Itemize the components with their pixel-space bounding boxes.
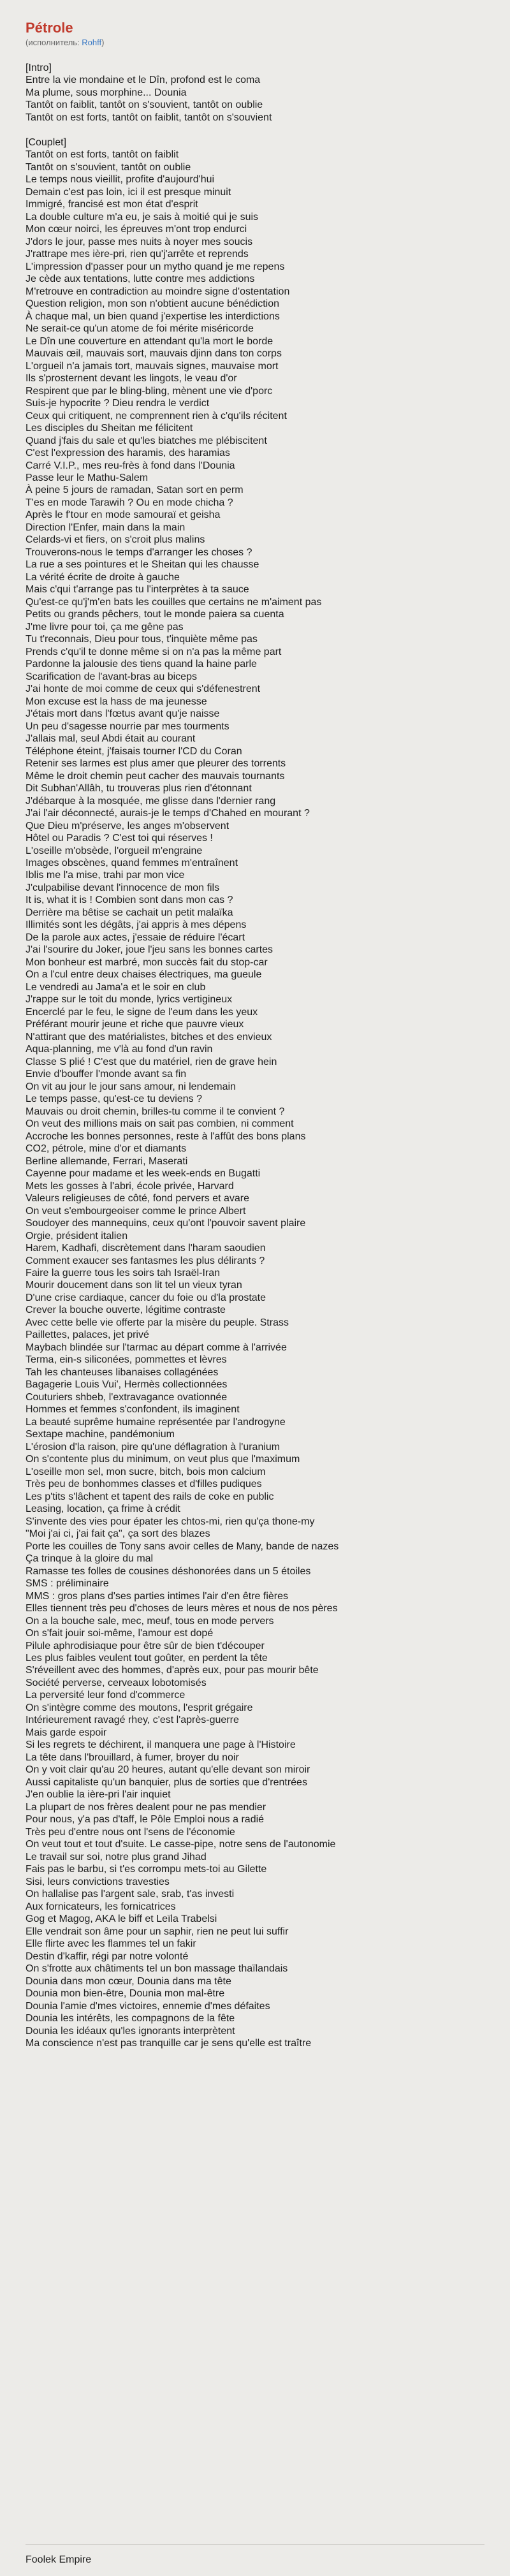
performer-link[interactable]: Rohff (82, 38, 102, 47)
performer-prefix: (исполнитель: (26, 38, 82, 47)
song-title: Pétrole (26, 20, 73, 36)
song-header (26, 19, 104, 48)
performer-suffix: ) (101, 38, 105, 47)
performer-line (26, 37, 104, 48)
lyrics-text: [Intro] Entre la vie mondaine et le Dîn, profond est le coma Ma plume, sous morphine... Dounia Tantôt on faiblit, tantôt on s'souvient, tantôt on oublie Tantôt on est forts, tantôt on faiblit, tantôt on s'souvient [Couplet] Tantôt on est forts, tantôt on faiblit Tantôt on s'souvient, tantôt on oublie Le temps nous vieillit, profite d'aujourd'hui Demain c'est pas loin, ici il est presque minuit Immigré, francisé est mon état d'esprit La double culture m'a eu, je sais à moitié qui je suis Mon cœur noirci, les épreuves m'ont trop endurci J'dors le jour, passe mes nuits à noyer mes soucis J'rattrape mes ière-pri, rien qu'j'arrête et reprends L'impression d'passer pour un mytho quand je me repens Je cède aux tentations, lutte contre mes addictions M'retrouve en contradiction au moindre signe d'ostentation Question religion, mon son n'obtient aucune bénédiction À chaque mal, un bien quand j'expertise les interdictions Ne serait-ce qu'un atome de foi mérite miséricorde Le Dîn une couverture en attendant qu'la mort le borde Mauvais œil, mauvais sort, mauvais djinn dans ton corps L'orgueil n'a jamais tort, mauvais signes, mauvaise mort Ils s'prosternent devant les lingots, le veau d'or Respirent que par le bling-bling, mènent une vie d'porc Suis-je hypocrite ? Dieu rendra le verdict Ceux qui critiquent, ne comprennent rien à c'qu'ils récitent Les disciples du Sheitan me félicitent Quand j'fais du sale et qu'les biatches me plébiscitent C'est l'expression des haramis, des haramias Carré V.I.P., mes reu-frès à fond dans l'Dounia Passe leur le Mathu-Salem À peine 5 jours de ramadan, Satan sort en perm T'es en mode Tarawih ? Ou en mode chicha ? Après le f'tour en mode samouraï et geisha Direction l'Enfer, main dans la main Celards-vi et fiers, on s'croit plus malins Trouverons-nous le temps d'arranger les choses ? La rue a ses pointures et le Sheitan qui les chausse La vérité écrite de droite à gauche Mais c'qui t'arrange pas tu l'interprètes à ta sauce Qu'est-ce qu'j'm'en bats les couilles que certains ne m'aiment pas Petits ou grands pêchers, tout le monde paiera sa cuenta J'me livre pour toi, ça me gêne pas Tu t'reconnais, Dieu pour tous, t'inquiète même pas Prends c'qu'il te donne même si on n'a pas la même part Pardonne la jalousie des tiens quand la haine parle Scarification de l'avant-bras au biceps J'ai honte de moi comme de ceux qui s'défenestrent Mon excuse est la hass de ma jeunesse J'étais mort dans l'fœtus avant qu'je naisse Un peu d'sagesse nourrie par mes tourments J'allais mal, seul Abdi était au courant Téléphone éteint, j'faisais tourner l'CD du Coran Retenir ses larmes est plus amer que pleurer des torrents Même le droit chemin peut cacher des mauvais tournants Dit Subhan'Allâh, tu trouveras plus rien d'étonnant J'débarque à la mosquée, me glisse dans l'dernier rang J'ai l'air déconnecté, aurais-je le temps d'Chahed en mourant ? Que Dieu m'préserve, les anges m'observent Hôtel ou Paradis ? C'est toi qui réserves ! L'oseille m'obsède, l'orgueil m'engraine Images obscènes, quand femmes m'entraînent Iblis me l'a mise, trahi par mon vice J'culpabilise devant l'innocence de mon fils It is, what it is ! Combien sont dans mon cas ? Derrière ma bêtise se cachait un petit malaïka Illimités sont les dégâts, j'ai appris à mes dépens De la parole aux actes, j'essaie de réduire l'écart J'ai l'sourire du Joker, joue l'jeu sans les bonnes cartes Mon bonheur est marbré, mon succès fait du stop-car On a l'cul entre deux chaises électriques, ma gueule Le vendredi au Jama'a et le soir en club J'rappe sur le toit du monde, lyrics vertigineux Encerclé par le feu, le signe de l'eum dans les yeux Préférant mourir jeune et riche que pauvre vieux N'attirant que des matérialistes, bitches et des envieux Aqua-planning, me v'là au fond d'un ravin Classe S plié ! C'est que du matériel, rien de grave hein Envie d'bouffer l'monde avant sa fin On vit au jour le jour sans amour, ni lendemain Le temps passe, qu'est-ce tu deviens ? Mauvais ou droit chemin, brilles-tu comme il te convient ? On veut des millions mais on sait pas combien, ni comment Accroche les bonnes personnes, reste à l'affût des bons plans CO2, pétrole, mine d'or et diamants Berline allemande, Ferrari, Maserati Cayenne pour madame et les week-ends en Bugatti Mets les gosses à l'abri, école privée, Harvard Valeurs religieuses de côté, fond pervers et avare On veut s'embourgeoiser comme le prince Albert Soudoyer des mannequins, ceux qu'ont l'pouvoir savent plaire Orgie, président italien Harem, Kadhafi, discrètement dans l'haram saoudien Comment exaucer ses fantasmes les plus délirants ? Faire la guerre tous les soirs tah Israël-Iran Mourir doucement dans son lit tel un vieux tyran D'une crise cardiaque, cancer du foie ou d'la prostate Crever la bouche ouverte, légitime contraste Avec cette belle vie offerte par la misère du peuple. Strass Paillettes, palaces, jet privé Maybach blindée sur l'tarmac au départ comme à l'arrivée Terma, ein-s siliconées, pommettes et lèvres Tah les chanteuses libanaises collagénées Bagagerie Louis Vui', Hermès collectionnées Couturiers shbeb, l'extravagance ovationnée Hommes et femmes s'confondent, ils imaginent La beauté suprême humaine représentée par l'androgyne Sextape machine, pandémonium L'érosion d'la raison, pire qu'une déflagration à l'uranium On s'contente plus du minimum, on veut plus que l'maximum L'oseille mon sel, mon sucre, bitch, bois mon calcium Très peu de bonhommes classes et d'filles pudiques Les p'tits s'lâchent et tapent des rails de coke en public Leasing, location, ça frime à crédit S'invente des vies pour épater les chtos-mi, rien qu'ça thone-my "Moi j'ai ci, j'ai fait ça", ça sort des blazes Porte les couilles de Tony sans avoir celles de Many, bande de nazes Ça trinque à la gloire du mal Ramasse tes folles de cousines déshonorées dans un 5 étoiles SMS : préliminaire MMS : gros plans d'ses parties intimes l'air d'en être fières Elles tiennent très peu d'choses de leurs mères et nous de nos pères On a la bouche sale, mec, meuf, tous en mode pervers On s'fait jouir soi-même, l'amour est dopé Pilule aphrodisiaque pour être sûr de bien t'découper Les plus faibles veulent tout goûter, en perdent la tête S'réveillent avec des hommes, d'après eux, pour pas mourir bête Société perverse, cerveaux lobotomisés La perversité leur fond d'commerce On s'intègre comme des moutons, l'esprit grégaire Intérieurement ravagé rhey, c'est l'après-guerre Mais garde espoir Si les regrets te déchirent, il manquera une page à l'Histoire La tête dans l'brouillard, à fumer, broyer du noir On y voit clair qu'au 20 heures, autant qu'elle devant son miroir Aussi capitaliste qu'un banquier, plus de sorties que d'rentrées J'en oublie la ière-pri l'air inquiet La plupart de nos frères dealent pour ne pas mendier Pour nous, y'a pas d'taff, le Pôle Emploi nous a radié Très peu d'entre nous ont l'sens de l'économie On veut tout et tout d'suite. Le casse-pipe, notre sens de l'autonomie Le travail sur soi, notre plus grand Jihad Fais pas le barbu, si t'es corrompu mets-toi au Gilette Sisi, leurs convictions travesties On hallalise pas l'argent sale, srab, t'as investi Aux fornicateurs, les fornicatrices Gog et Magog, AKA le biff et Leïla Trabelsi Elle vendrait son âme pour un saphir, rien ne peut lui suffir Elle flirte avec les flammes tel un fakir Destin d'kaffir, régi par notre volonté On s'frotte aux châtiments tel un bon massage thaïlandais Dounia dans mon cœur, Dounia dans ma tête Dounia mon bien-être, Dounia mon mal-être Dounia l'amie d'mes victoires, ennemie d'mes défaites Dounia les intérêts, les compagnons de la fête Dounia les idéaux qu'les ignorants interprètent Ma conscience n'est pas tranquille car je sens qu'elle est traître (26, 62, 339, 2049)
divider (26, 2544, 484, 2545)
lyrics-author: Foolek Empire (26, 2554, 92, 2565)
